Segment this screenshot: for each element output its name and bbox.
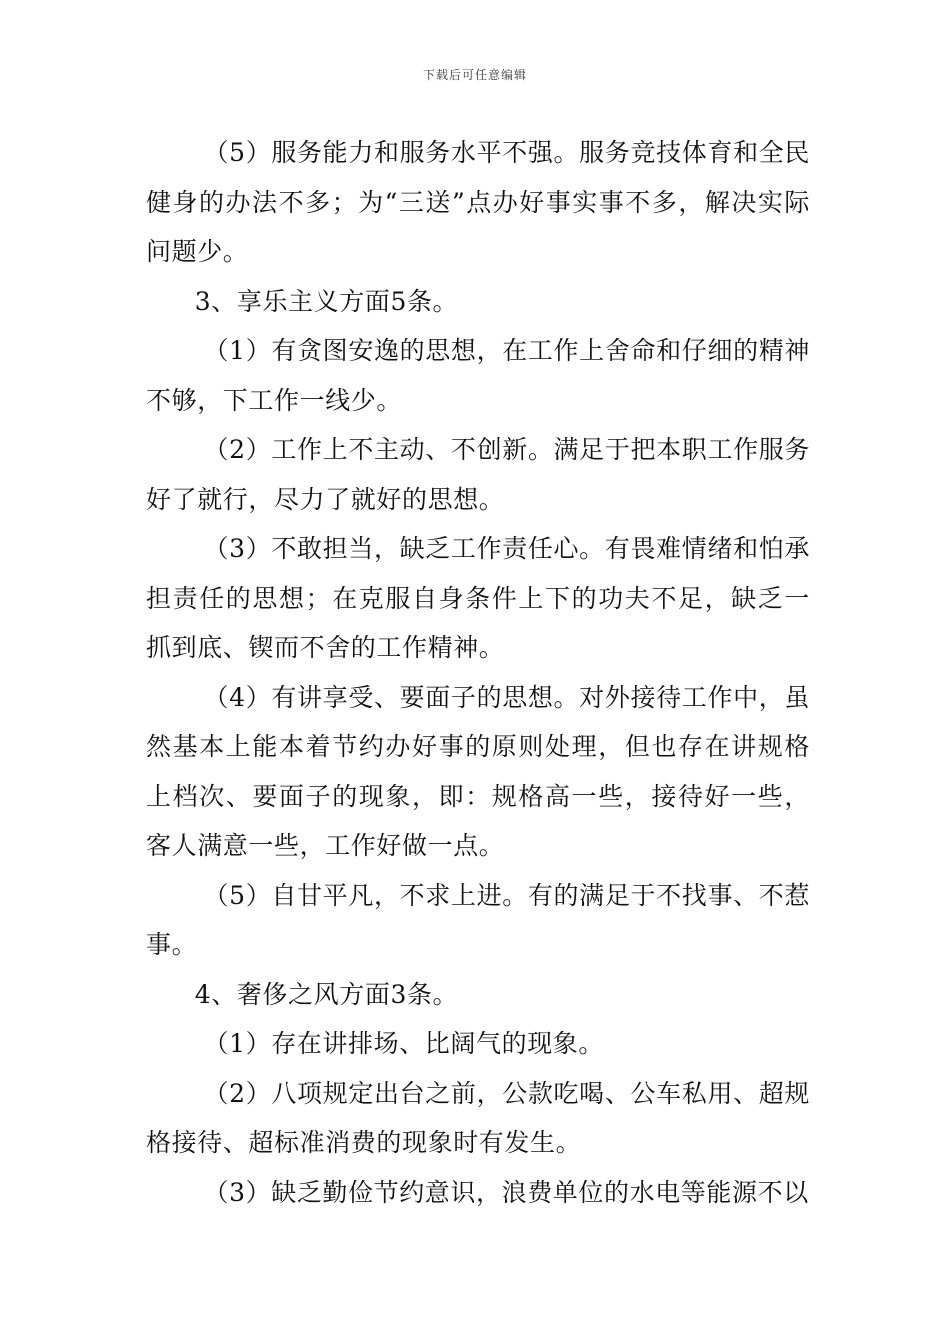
section-heading-extravagance: 4、奢侈之风方面3条。 xyxy=(194,979,459,1009)
section-heading-hedonism: 3、享乐主义方面5条。 xyxy=(194,286,459,316)
paragraph-ostentation: （1）存在讲排场、比阔气的现象。 xyxy=(203,1029,605,1058)
page-header: 下载后可任意编辑 xyxy=(422,68,527,82)
paragraph-face-saving: （4）有讲享受、要面子的思想。对外接待工作中，虽然基本上能本着节约办好事的原则处理，但也存在讲规格上档次、要面子的现象，即：规格高一些，接待好一些，客人满意一些，工作好做一点。 xyxy=(146,682,810,860)
paragraph-waste: （3）缺乏勤俭节约意识，浪费单位的水电等能源不以 xyxy=(203,1177,809,1207)
paragraph-service-ability: （5）服务能力和服务水平不强。服务竞技体育和全民健身的办法不多；为“三送”点办好事实事不多，解决实际问题少。 xyxy=(146,138,810,266)
paragraph-public-funds: （2）八项规定出台之前，公款吃喝、公车私用、超规格接待、超标准消费的现象时有发生。 xyxy=(146,1078,810,1157)
paragraph-comfort-seeking: （1）有贪图安逸的思想，在工作上舍命和仔细的精神不够，下工作一线少。 xyxy=(146,336,810,415)
paragraph-not-proactive: （2）工作上不主动、不创新。满足于把本职工作服务好了就行，尽力了就好的思想。 xyxy=(146,435,810,514)
paragraph-complacency: （5）自甘平凡，不求上进。有的满足于不找事、不惹事。 xyxy=(146,880,810,959)
document-body xyxy=(146,128,810,1217)
paragraph-no-responsibility: （3）不敢担当，缺乏工作责任心。有畏难情绪和怕承担责任的思想；在克服自身条件上下的功夫不足，缺乏一抓到底、锲而不舍的工作精神。 xyxy=(146,534,810,662)
